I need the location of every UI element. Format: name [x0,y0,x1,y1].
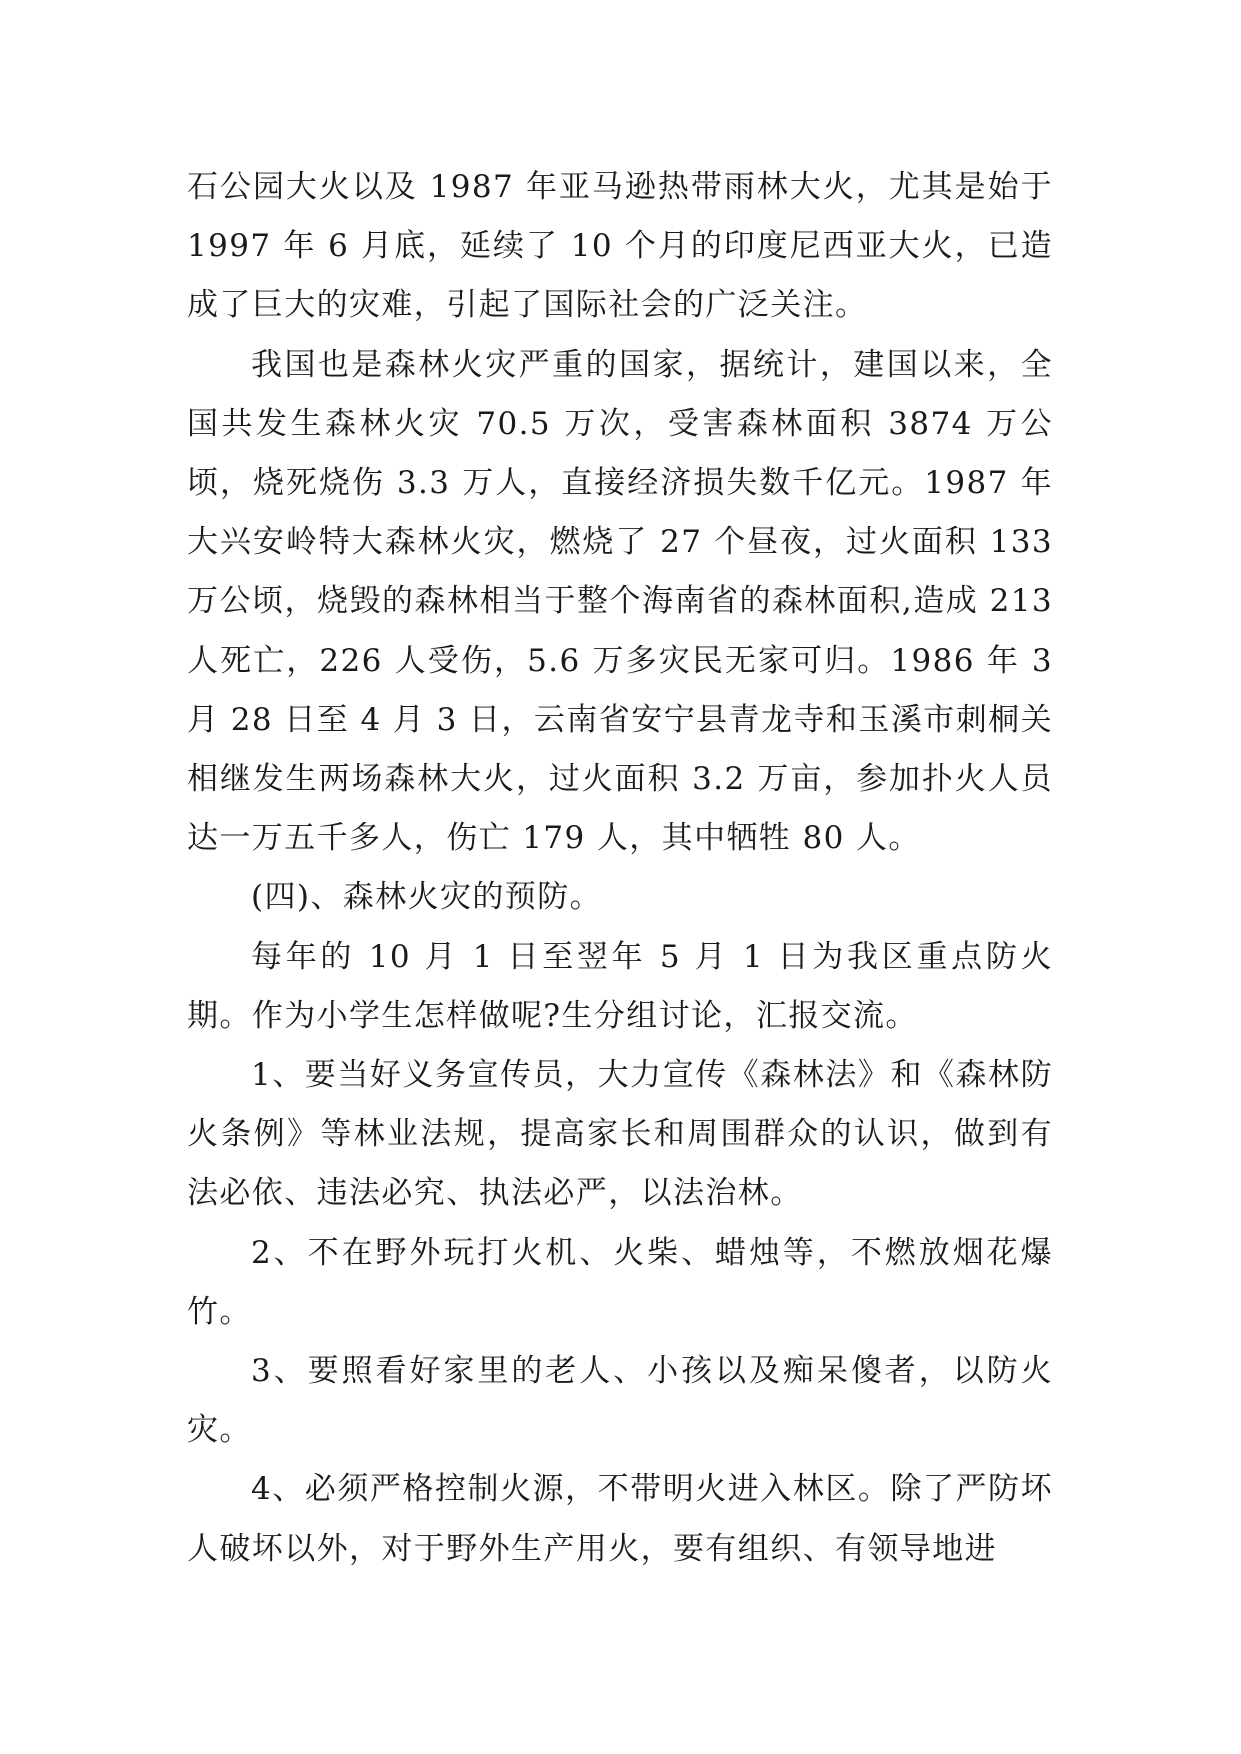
document-body [187,158,1053,1579]
paragraph-china-forest-fire-statistics: 我国也是森林火灾严重的国家，据统计，建国以来，全国共发生森林火灾 70.5 万次，受害森林面积 3874 万公顷，烧死烧伤 3.3 万人，直接经济损失数千亿元。1987 年大兴安岭特大森林火灾，燃烧了 27 个昼夜，过火面积 133 万公顷，烧毁的森林相当于整个海南省的森林面积,造成 213 人死亡，226 人受伤，5.6 万多灾民无家可归。1986 年 3 月 28 日至 4 月 3 日，云南省安宁县青龙寺和玉溪市刺桐关相继发生两场森林大火，过火面积 3.2 万亩，参加扑火人员达一万五千多人，伤亡 179 人，其中牺牲 80 人。 [187,346,1053,857]
paragraph-fire-prevention-period: 每年的 10 月 1 日至翌年 5 月 1 日为我区重点防火期。作为小学生怎样做呢?生分组讨论，汇报交流。 [187,938,1053,1034]
list-item-2: 2、不在野外玩打火机、火柴、蜡烛等，不燃放烟花爆竹。 [187,1234,1053,1330]
list-item-1: 1、要当好义务宣传员，大力宣传《森林法》和《森林防火条例》等林业法规，提高家长和周围群众的认识，做到有法必依、违法必究、执法必严，以法治林。 [187,1057,1053,1212]
list-item-4: 4、必须严格控制火源，不带明火进入林区。除了严防坏人破坏以外，对于野外生产用火，要有组织、有领导地进 [187,1471,1053,1567]
list-item-3: 3、要照看好家里的老人、小孩以及痴呆傻者，以防火灾。 [187,1353,1053,1449]
section-heading-fire-prevention: (四)、森林火灾的预防。 [251,879,602,916]
paragraph-fire-history-continued: 石公园大火以及 1987 年亚马逊热带雨林大火，尤其是始于 1997 年 6 月底，延续了 10 个月的印度尼西亚大火，已造成了巨大的灾难，引起了国际社会的广泛关注。 [187,169,1053,324]
